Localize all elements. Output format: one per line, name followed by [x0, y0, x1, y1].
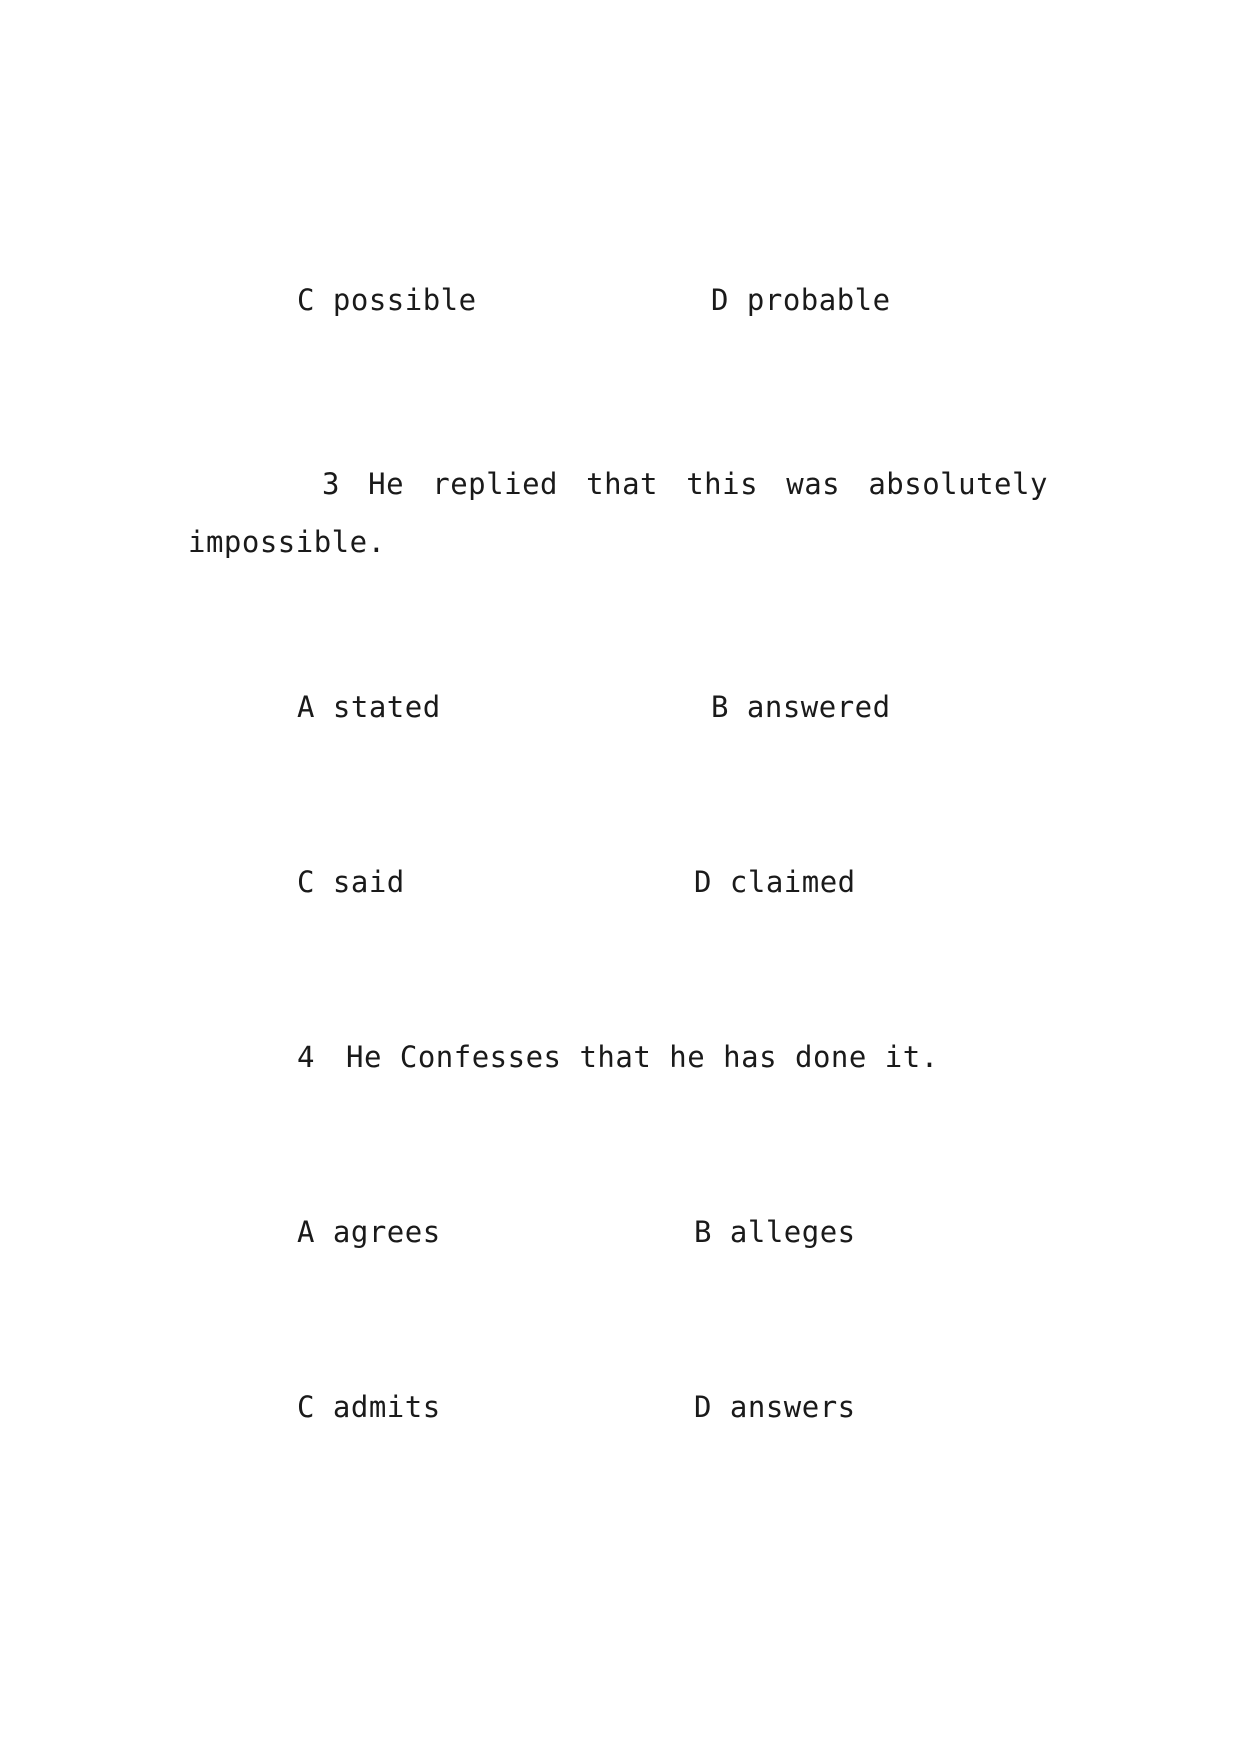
q3-word: replied: [432, 467, 558, 501]
q3-option-d: D claimed: [694, 865, 856, 899]
q3-option-c: C said: [297, 865, 405, 899]
q4-option-c: C admits: [297, 1390, 441, 1424]
q3-word: was: [786, 467, 841, 501]
q3-stem-line-2: impossible.: [188, 525, 386, 559]
q3-word: that: [586, 467, 659, 501]
q4-option-d: D answers: [694, 1390, 856, 1424]
q2-option-c: C possible: [297, 283, 477, 317]
q3-stem-line-1: [188, 455, 1048, 513]
q2-option-d: D probable: [711, 283, 891, 317]
q3-option-a: A stated: [297, 690, 441, 724]
q3-word: absolutely: [868, 467, 1048, 501]
q3-word: this: [686, 467, 759, 501]
q3-number: 3: [322, 467, 340, 501]
q4-number: 4: [297, 1040, 315, 1074]
q3-option-b: B answered: [711, 690, 891, 724]
q4-option-b: B alleges: [694, 1215, 856, 1249]
q3-stem: [188, 455, 1048, 571]
q4-stem: He Confesses that he has done it.: [346, 1040, 939, 1074]
q3-word: He: [368, 467, 405, 501]
q4-option-a: A agrees: [297, 1215, 441, 1249]
